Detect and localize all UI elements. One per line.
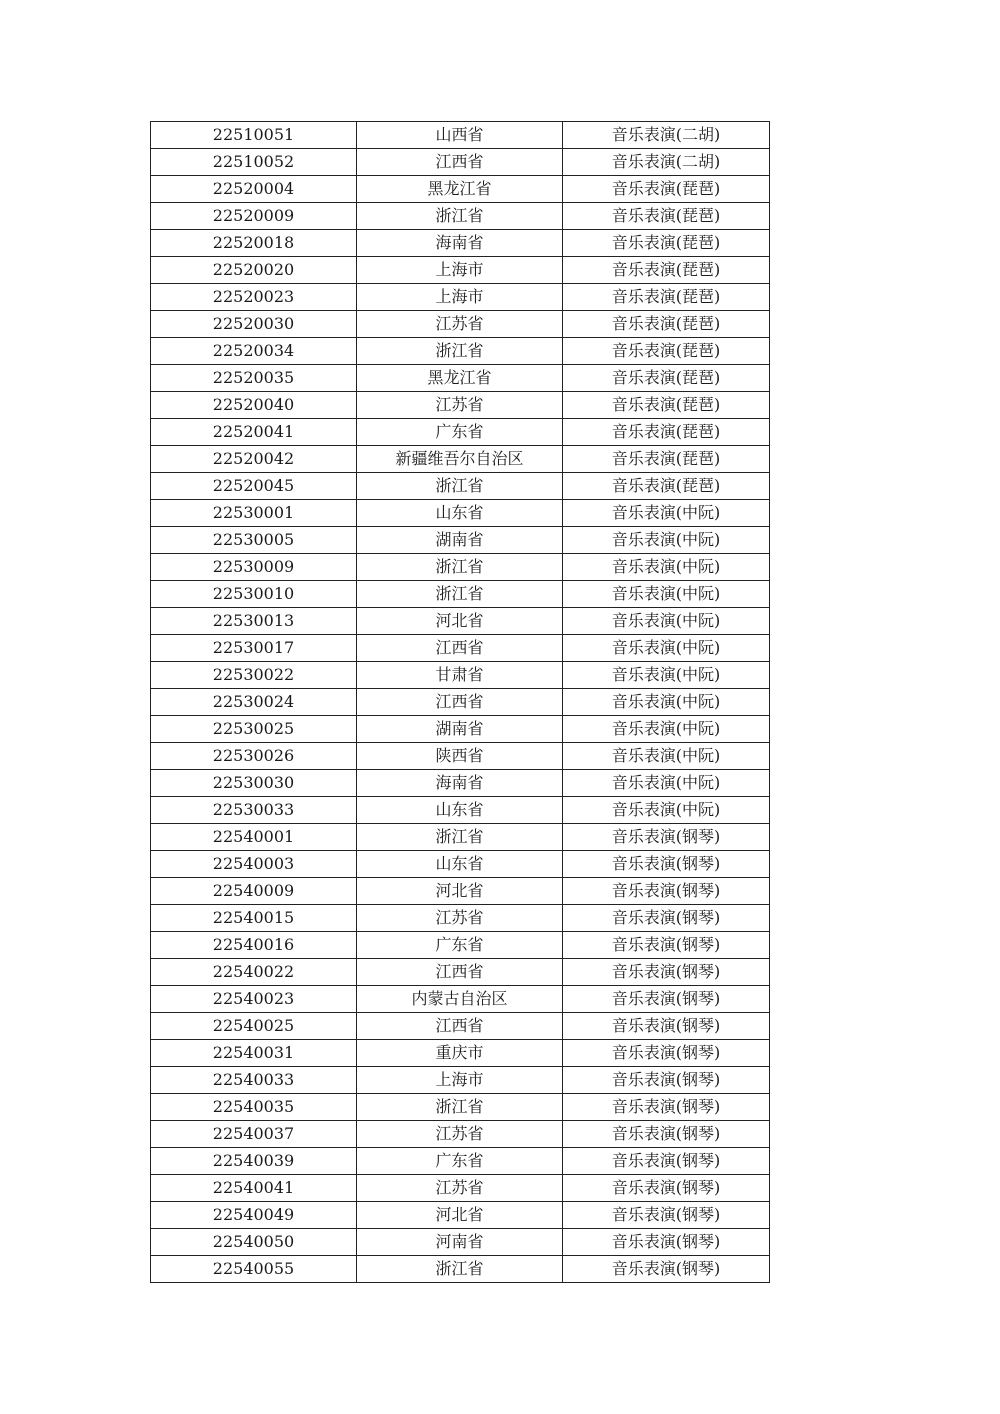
region-cell: 湖南省 <box>357 527 563 554</box>
table-row <box>151 743 770 770</box>
major-cell: 音乐表演(中阮) <box>563 662 770 689</box>
major-cell: 音乐表演(钢琴) <box>563 1229 770 1256</box>
exam-number-cell: 22520042 <box>151 446 357 473</box>
region-cell: 山东省 <box>357 851 563 878</box>
exam-number-cell: 22540050 <box>151 1229 357 1256</box>
major-cell: 音乐表演(中阮) <box>563 716 770 743</box>
table-row <box>151 284 770 311</box>
major-cell: 音乐表演(钢琴) <box>563 851 770 878</box>
table-row <box>151 1256 770 1283</box>
table-row <box>151 716 770 743</box>
table-row <box>151 770 770 797</box>
table-row <box>151 176 770 203</box>
region-cell: 浙江省 <box>357 1256 563 1283</box>
region-cell: 黑龙江省 <box>357 176 563 203</box>
exam-number-cell: 22540001 <box>151 824 357 851</box>
table-row <box>151 581 770 608</box>
major-cell: 音乐表演(中阮) <box>563 689 770 716</box>
table-row <box>151 824 770 851</box>
table-row <box>151 1040 770 1067</box>
table-row <box>151 1148 770 1175</box>
table-row <box>151 554 770 581</box>
exam-number-cell: 22530005 <box>151 527 357 554</box>
exam-number-cell: 22520020 <box>151 257 357 284</box>
major-cell: 音乐表演(琵琶) <box>563 311 770 338</box>
major-cell: 音乐表演(中阮) <box>563 581 770 608</box>
exam-number-cell: 22520030 <box>151 311 357 338</box>
admission-list-table <box>150 121 770 1283</box>
region-cell: 江西省 <box>357 959 563 986</box>
exam-number-cell: 22540055 <box>151 1256 357 1283</box>
exam-number-cell: 22540025 <box>151 1013 357 1040</box>
table-row <box>151 230 770 257</box>
exam-number-cell: 22540037 <box>151 1121 357 1148</box>
table-row <box>151 419 770 446</box>
major-cell: 音乐表演(钢琴) <box>563 905 770 932</box>
region-cell: 江苏省 <box>357 1175 563 1202</box>
exam-number-cell: 22520041 <box>151 419 357 446</box>
region-cell: 海南省 <box>357 770 563 797</box>
exam-number-cell: 22530025 <box>151 716 357 743</box>
region-cell: 江西省 <box>357 149 563 176</box>
major-cell: 音乐表演(钢琴) <box>563 1202 770 1229</box>
exam-number-cell: 22540049 <box>151 1202 357 1229</box>
table-row <box>151 608 770 635</box>
table-row <box>151 203 770 230</box>
exam-number-cell: 22530030 <box>151 770 357 797</box>
major-cell: 音乐表演(钢琴) <box>563 959 770 986</box>
admission-list-body <box>151 122 770 1283</box>
region-cell: 江苏省 <box>357 392 563 419</box>
region-cell: 山东省 <box>357 797 563 824</box>
region-cell: 江西省 <box>357 689 563 716</box>
major-cell: 音乐表演(中阮) <box>563 743 770 770</box>
exam-number-cell: 22540035 <box>151 1094 357 1121</box>
table-row <box>151 446 770 473</box>
exam-number-cell: 22530017 <box>151 635 357 662</box>
major-cell: 音乐表演(琵琶) <box>563 284 770 311</box>
table-row <box>151 500 770 527</box>
table-row <box>151 257 770 284</box>
major-cell: 音乐表演(钢琴) <box>563 1040 770 1067</box>
region-cell: 海南省 <box>357 230 563 257</box>
exam-number-cell: 22540022 <box>151 959 357 986</box>
major-cell: 音乐表演(钢琴) <box>563 1256 770 1283</box>
table-row <box>151 662 770 689</box>
region-cell: 江苏省 <box>357 1121 563 1148</box>
exam-number-cell: 22530026 <box>151 743 357 770</box>
exam-number-cell: 22520018 <box>151 230 357 257</box>
major-cell: 音乐表演(钢琴) <box>563 1148 770 1175</box>
region-cell: 江苏省 <box>357 905 563 932</box>
table-row <box>151 932 770 959</box>
major-cell: 音乐表演(琵琶) <box>563 446 770 473</box>
exam-number-cell: 22530033 <box>151 797 357 824</box>
major-cell: 音乐表演(琵琶) <box>563 392 770 419</box>
table-row <box>151 1121 770 1148</box>
region-cell: 浙江省 <box>357 824 563 851</box>
region-cell: 浙江省 <box>357 581 563 608</box>
region-cell: 山西省 <box>357 122 563 149</box>
region-cell: 江苏省 <box>357 311 563 338</box>
major-cell: 音乐表演(钢琴) <box>563 1094 770 1121</box>
table-row <box>151 365 770 392</box>
major-cell: 音乐表演(中阮) <box>563 635 770 662</box>
table-row <box>151 1013 770 1040</box>
major-cell: 音乐表演(二胡) <box>563 149 770 176</box>
table-row <box>151 689 770 716</box>
major-cell: 音乐表演(中阮) <box>563 608 770 635</box>
exam-number-cell: 22530009 <box>151 554 357 581</box>
region-cell: 浙江省 <box>357 203 563 230</box>
region-cell: 内蒙古自治区 <box>357 986 563 1013</box>
table-row <box>151 1094 770 1121</box>
region-cell: 甘肃省 <box>357 662 563 689</box>
region-cell: 浙江省 <box>357 1094 563 1121</box>
table-row <box>151 797 770 824</box>
region-cell: 山东省 <box>357 500 563 527</box>
major-cell: 音乐表演(钢琴) <box>563 1013 770 1040</box>
table-row <box>151 1229 770 1256</box>
exam-number-cell: 22510051 <box>151 122 357 149</box>
exam-number-cell: 22540033 <box>151 1067 357 1094</box>
exam-number-cell: 22540009 <box>151 878 357 905</box>
exam-number-cell: 22520009 <box>151 203 357 230</box>
major-cell: 音乐表演(钢琴) <box>563 932 770 959</box>
exam-number-cell: 22530024 <box>151 689 357 716</box>
major-cell: 音乐表演(钢琴) <box>563 986 770 1013</box>
major-cell: 音乐表演(琵琶) <box>563 473 770 500</box>
exam-number-cell: 22540039 <box>151 1148 357 1175</box>
table-row <box>151 311 770 338</box>
exam-number-cell: 22530001 <box>151 500 357 527</box>
table-row <box>151 149 770 176</box>
exam-number-cell: 22520040 <box>151 392 357 419</box>
region-cell: 广东省 <box>357 419 563 446</box>
region-cell: 浙江省 <box>357 338 563 365</box>
major-cell: 音乐表演(中阮) <box>563 554 770 581</box>
table-row <box>151 635 770 662</box>
major-cell: 音乐表演(钢琴) <box>563 1121 770 1148</box>
table-row <box>151 1202 770 1229</box>
major-cell: 音乐表演(琵琶) <box>563 176 770 203</box>
major-cell: 音乐表演(钢琴) <box>563 1067 770 1094</box>
exam-number-cell: 22520035 <box>151 365 357 392</box>
table-row <box>151 986 770 1013</box>
major-cell: 音乐表演(琵琶) <box>563 419 770 446</box>
exam-number-cell: 22520023 <box>151 284 357 311</box>
major-cell: 音乐表演(钢琴) <box>563 878 770 905</box>
table-row <box>151 527 770 554</box>
exam-number-cell: 22510052 <box>151 149 357 176</box>
region-cell: 上海市 <box>357 1067 563 1094</box>
region-cell: 上海市 <box>357 284 563 311</box>
region-cell: 河北省 <box>357 1202 563 1229</box>
table-row <box>151 1067 770 1094</box>
major-cell: 音乐表演(琵琶) <box>563 230 770 257</box>
table-row <box>151 878 770 905</box>
major-cell: 音乐表演(中阮) <box>563 500 770 527</box>
region-cell: 新疆维吾尔自治区 <box>357 446 563 473</box>
region-cell: 浙江省 <box>357 473 563 500</box>
table-row <box>151 959 770 986</box>
major-cell: 音乐表演(琵琶) <box>563 203 770 230</box>
table-row <box>151 905 770 932</box>
major-cell: 音乐表演(钢琴) <box>563 1175 770 1202</box>
exam-number-cell: 22540031 <box>151 1040 357 1067</box>
region-cell: 陕西省 <box>357 743 563 770</box>
table-row <box>151 122 770 149</box>
exam-number-cell: 22530022 <box>151 662 357 689</box>
region-cell: 黑龙江省 <box>357 365 563 392</box>
major-cell: 音乐表演(中阮) <box>563 527 770 554</box>
region-cell: 上海市 <box>357 257 563 284</box>
table-row <box>151 338 770 365</box>
major-cell: 音乐表演(中阮) <box>563 770 770 797</box>
region-cell: 湖南省 <box>357 716 563 743</box>
region-cell: 河北省 <box>357 878 563 905</box>
exam-number-cell: 22540003 <box>151 851 357 878</box>
region-cell: 江西省 <box>357 635 563 662</box>
region-cell: 浙江省 <box>357 554 563 581</box>
region-cell: 河南省 <box>357 1229 563 1256</box>
exam-number-cell: 22530013 <box>151 608 357 635</box>
exam-number-cell: 22520034 <box>151 338 357 365</box>
table-row <box>151 473 770 500</box>
exam-number-cell: 22540041 <box>151 1175 357 1202</box>
major-cell: 音乐表演(琵琶) <box>563 365 770 392</box>
exam-number-cell: 22530010 <box>151 581 357 608</box>
major-cell: 音乐表演(二胡) <box>563 122 770 149</box>
major-cell: 音乐表演(琵琶) <box>563 257 770 284</box>
table-row <box>151 1175 770 1202</box>
exam-number-cell: 22520045 <box>151 473 357 500</box>
exam-number-cell: 22540015 <box>151 905 357 932</box>
major-cell: 音乐表演(钢琴) <box>563 824 770 851</box>
major-cell: 音乐表演(琵琶) <box>563 338 770 365</box>
region-cell: 广东省 <box>357 1148 563 1175</box>
region-cell: 江西省 <box>357 1013 563 1040</box>
exam-number-cell: 22540016 <box>151 932 357 959</box>
table-row <box>151 392 770 419</box>
region-cell: 重庆市 <box>357 1040 563 1067</box>
major-cell: 音乐表演(中阮) <box>563 797 770 824</box>
region-cell: 河北省 <box>357 608 563 635</box>
region-cell: 广东省 <box>357 932 563 959</box>
table-row <box>151 851 770 878</box>
exam-number-cell: 22540023 <box>151 986 357 1013</box>
exam-number-cell: 22520004 <box>151 176 357 203</box>
